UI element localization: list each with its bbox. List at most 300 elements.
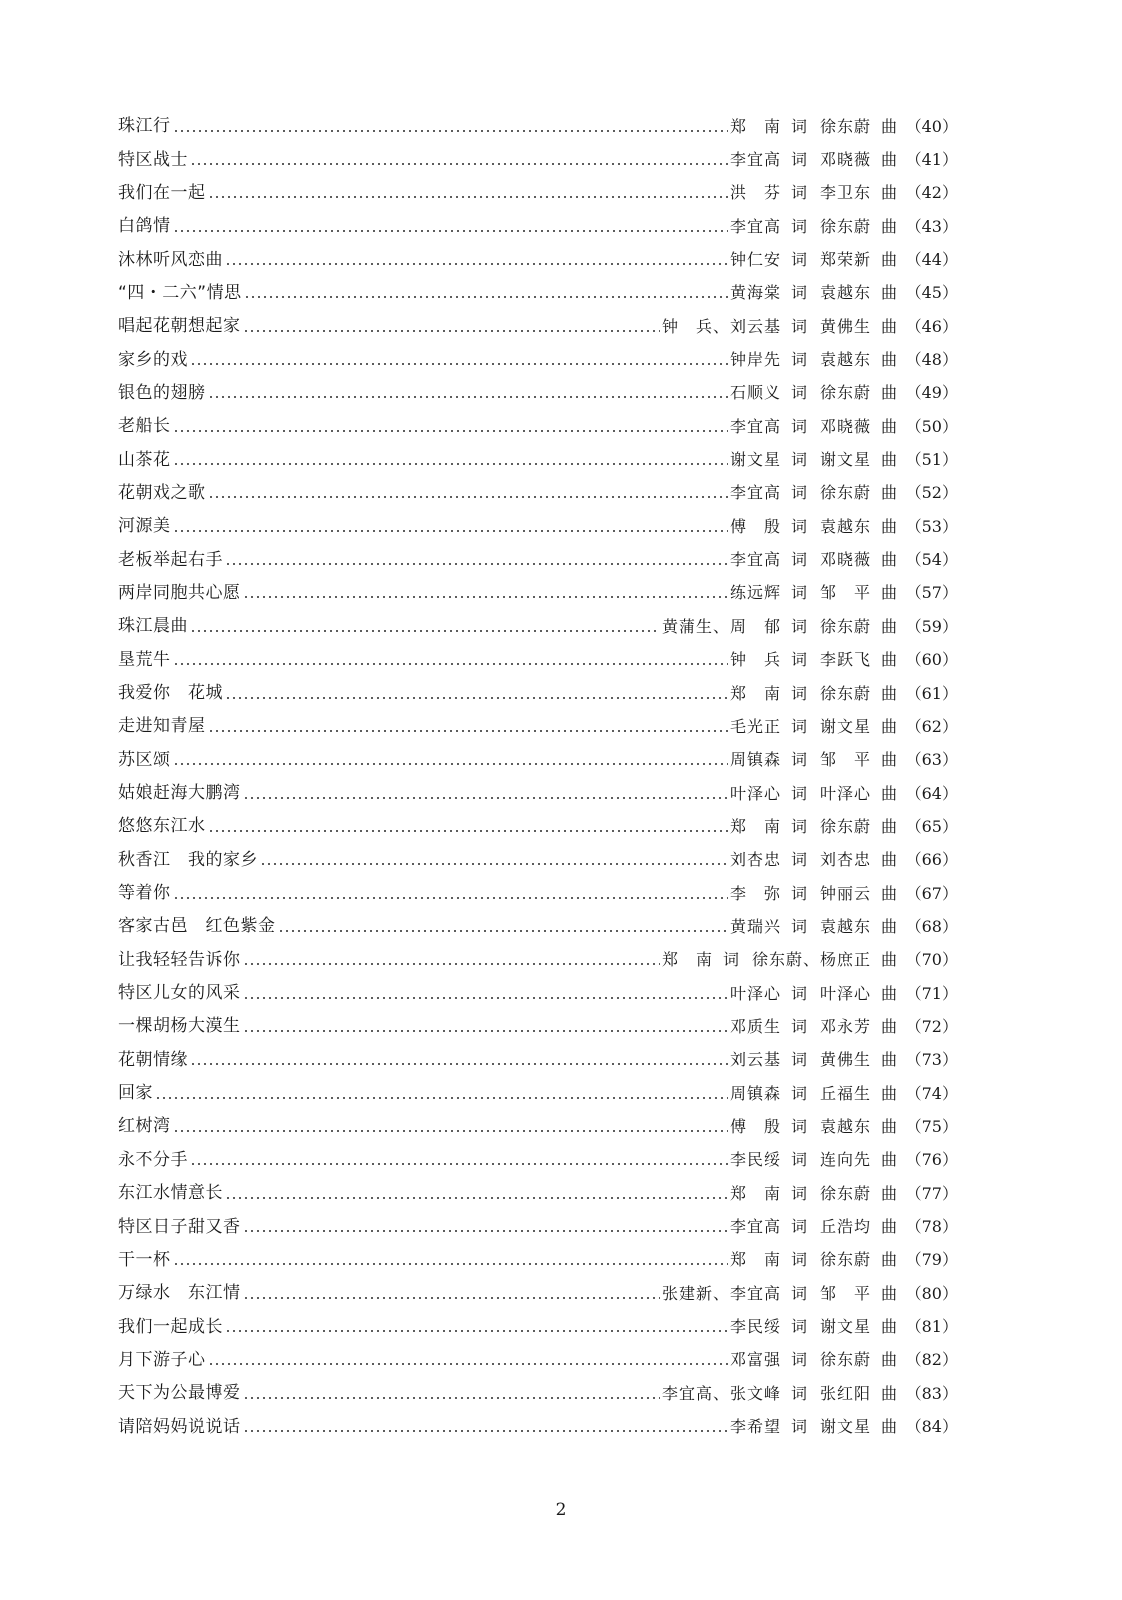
song-title: 我们在一起 — [118, 182, 206, 203]
composer: 钟丽云 — [819, 883, 871, 903]
toc-entry — [118, 1244, 958, 1277]
lyricist: 练远辉 — [729, 583, 781, 603]
lyricist: 李宜高 — [729, 550, 781, 570]
lyrics-label: 词 — [790, 583, 808, 603]
dot-leader — [244, 296, 728, 298]
toc-entry — [118, 777, 958, 810]
composer: 谢文星 — [819, 450, 871, 470]
lyrics-label: 词 — [790, 1283, 808, 1303]
dot-leader — [190, 163, 728, 165]
song-title: 珠江晨曲 — [118, 616, 188, 637]
song-title: 沐林听风恋曲 — [118, 249, 223, 270]
lyricist: 李宜高 — [729, 216, 781, 236]
music-label: 曲 — [880, 1417, 898, 1437]
credits — [730, 152, 958, 168]
page-ref: （73） — [905, 1050, 958, 1070]
dot-leader — [243, 997, 728, 999]
page-ref: （64） — [905, 783, 958, 803]
composer: 谢文星 — [819, 1417, 871, 1437]
composer: 袁越东 — [819, 350, 871, 370]
credits — [730, 252, 958, 268]
toc-entry — [118, 1144, 958, 1177]
page-ref: （79） — [905, 1250, 958, 1270]
music-label: 曲 — [880, 516, 898, 536]
lyricist: 毛光正 — [729, 716, 781, 736]
credits — [730, 1352, 958, 1368]
composer: 张红阳 — [819, 1383, 871, 1403]
music-label: 曲 — [880, 750, 898, 770]
toc-entry — [118, 410, 958, 443]
composer: 丘福生 — [819, 1083, 871, 1103]
music-label: 曲 — [880, 950, 898, 970]
dot-leader — [243, 1030, 728, 1032]
lyrics-label: 词 — [790, 450, 808, 470]
song-title: 银色的翅膀 — [118, 382, 206, 403]
dot-leader — [243, 963, 660, 965]
dot-leader — [278, 930, 728, 932]
song-title: 我们一起成长 — [118, 1316, 223, 1337]
music-label: 曲 — [880, 550, 898, 570]
composer: 叶泽心 — [819, 783, 871, 803]
dot-leader — [173, 130, 728, 132]
composer: 徐东蔚 — [819, 683, 871, 703]
lyricist: 郑 南 — [729, 116, 781, 136]
dot-leader — [243, 1297, 660, 1299]
song-title: 请陪妈妈说说话 — [118, 1416, 241, 1437]
song-title: 天下为公最博爱 — [118, 1383, 241, 1404]
toc-entry — [118, 377, 958, 410]
music-label: 曲 — [880, 716, 898, 736]
song-title: 永不分手 — [118, 1149, 188, 1170]
toc-entry — [118, 310, 958, 343]
lyricist: 郑 南 — [729, 1250, 781, 1270]
credits — [730, 185, 958, 201]
lyricist: 钟 兵、刘云基 — [661, 316, 781, 336]
dot-leader — [260, 863, 728, 865]
lyricist: 李宜高 — [729, 150, 781, 170]
toc-entry — [118, 443, 958, 476]
toc-entry — [118, 110, 958, 143]
lyricist: 叶泽心 — [729, 983, 781, 1003]
lyricist: 李民绥 — [729, 1150, 781, 1170]
page-ref: （61） — [905, 683, 958, 703]
toc-entry — [118, 210, 958, 243]
song-title: 山茶花 — [118, 449, 171, 470]
composer: 刘杏忠 — [819, 850, 871, 870]
toc-entry — [118, 1177, 958, 1210]
lyricist: 刘云基 — [729, 1050, 781, 1070]
song-title: 一棵胡杨大漠生 — [118, 1016, 241, 1037]
lyricist: 洪 芬 — [729, 183, 781, 203]
lyrics-label: 词 — [790, 550, 808, 570]
dot-leader — [243, 1230, 728, 1232]
toc-entry — [118, 977, 958, 1010]
credits — [729, 883, 958, 903]
music-label: 曲 — [880, 816, 898, 836]
credits — [730, 285, 958, 301]
toc-entry — [118, 243, 958, 276]
lyrics-label: 词 — [790, 216, 808, 236]
page-ref: （67） — [905, 883, 958, 903]
lyrics-label: 词 — [790, 616, 808, 636]
toc-entry — [118, 810, 958, 843]
credits — [729, 783, 958, 803]
page-ref: （46） — [905, 316, 958, 336]
composer: 徐东蔚 — [819, 616, 871, 636]
music-label: 曲 — [880, 150, 898, 170]
toc-entry — [118, 343, 958, 376]
credits — [729, 716, 958, 736]
music-label: 曲 — [880, 1350, 898, 1370]
lyrics-label: 词 — [790, 483, 808, 503]
lyricist: 李宜高、张文峰 — [661, 1383, 781, 1403]
dot-leader — [208, 496, 728, 498]
song-title: “四・二六”情思 — [118, 282, 242, 303]
page-ref: （52） — [905, 483, 958, 503]
credits — [730, 352, 958, 368]
song-title: 两岸同胞共心愿 — [118, 582, 241, 603]
credits — [729, 1016, 958, 1036]
toc-entry — [118, 577, 958, 610]
page-ref: （57） — [905, 583, 958, 603]
credits — [730, 1219, 958, 1235]
page-ref: （62） — [905, 716, 958, 736]
song-title: 干一杯 — [118, 1249, 171, 1270]
dot-leader — [190, 630, 660, 632]
lyrics-label: 词 — [722, 950, 740, 970]
credits — [661, 616, 958, 636]
page-ref: （70） — [905, 950, 958, 970]
song-title: 秋香江 我的家乡 — [118, 849, 258, 870]
page-ref: （81） — [905, 1317, 958, 1337]
lyricist: 刘杏忠 — [729, 850, 781, 870]
dot-leader — [173, 230, 728, 232]
lyrics-label: 词 — [790, 750, 808, 770]
music-label: 曲 — [880, 916, 898, 936]
music-label: 曲 — [880, 1317, 898, 1337]
page-ref: （40） — [905, 116, 958, 136]
lyricist: 张建新、李宜高 — [661, 1283, 781, 1303]
toc-entry — [118, 1344, 958, 1377]
song-title: 苏区颂 — [118, 749, 171, 770]
lyricist: 黄蒲生、周 郁 — [661, 616, 781, 636]
composer: 黄佛生 — [819, 316, 871, 336]
lyricist: 傅 殷 — [729, 516, 781, 536]
toc-entry — [118, 944, 958, 977]
dot-leader — [225, 697, 728, 699]
song-title: 回家 — [118, 1083, 153, 1104]
music-label: 曲 — [880, 316, 898, 336]
composer: 邓晓薇 — [819, 550, 871, 570]
credits — [730, 752, 958, 768]
page-ref: （80） — [905, 1283, 958, 1303]
credits — [662, 952, 958, 968]
song-title: 我爱你 花城 — [118, 683, 223, 704]
composer: 徐东蔚 — [819, 1350, 871, 1370]
page-ref: （53） — [905, 516, 958, 536]
page-ref: （65） — [905, 816, 958, 836]
toc-entry — [118, 477, 958, 510]
composer: 徐东蔚 — [819, 483, 871, 503]
song-title: 花朝情缘 — [118, 1049, 188, 1070]
toc-entry — [118, 1010, 958, 1043]
lyrics-label: 词 — [790, 883, 808, 903]
page-ref: （76） — [905, 1150, 958, 1170]
music-label: 曲 — [880, 883, 898, 903]
lyricist: 叶泽心 — [729, 783, 781, 803]
composer: 徐东蔚 — [819, 1183, 871, 1203]
music-label: 曲 — [880, 850, 898, 870]
music-label: 曲 — [880, 116, 898, 136]
lyrics-label: 词 — [790, 1016, 808, 1036]
credits — [730, 652, 958, 668]
credits — [730, 1052, 958, 1068]
lyrics-label: 词 — [790, 650, 808, 670]
music-label: 曲 — [880, 1183, 898, 1203]
music-label: 曲 — [880, 350, 898, 370]
toc-entry — [118, 844, 958, 877]
page-ref: （48） — [905, 350, 958, 370]
lyrics-label: 词 — [790, 850, 808, 870]
credits — [730, 385, 958, 401]
credits — [729, 1183, 958, 1203]
lyrics-label: 词 — [790, 383, 808, 403]
dot-leader — [173, 530, 728, 532]
credits — [661, 1383, 958, 1403]
toc-entry — [118, 510, 958, 543]
song-title: 姑娘赶海大鹏湾 — [118, 783, 241, 804]
lyrics-label: 词 — [790, 283, 808, 303]
song-title: 白鸽情 — [118, 216, 171, 237]
dot-leader — [243, 1397, 660, 1399]
page-ref: （60） — [905, 650, 958, 670]
lyricist: 钟 兵 — [729, 650, 781, 670]
lyrics-label: 词 — [790, 116, 808, 136]
lyrics-label: 词 — [790, 1383, 808, 1403]
song-title: 花朝戏之歌 — [118, 482, 206, 503]
page-ref: （63） — [905, 750, 958, 770]
music-label: 曲 — [880, 1383, 898, 1403]
credits — [730, 585, 958, 601]
music-label: 曲 — [880, 383, 898, 403]
composer: 袁越东 — [819, 283, 871, 303]
lyrics-label: 词 — [790, 1317, 808, 1337]
dot-leader — [225, 263, 728, 265]
music-label: 曲 — [880, 1050, 898, 1070]
lyrics-label: 词 — [790, 1083, 808, 1103]
dot-leader — [173, 430, 728, 432]
music-label: 曲 — [880, 1250, 898, 1270]
composer: 邓晓薇 — [819, 150, 871, 170]
page-ref: （75） — [905, 1116, 958, 1136]
lyrics-label: 词 — [790, 1350, 808, 1370]
composer: 连向先 — [819, 1150, 871, 1170]
toc-entry — [118, 1410, 958, 1443]
page-ref: （78） — [905, 1217, 958, 1237]
music-label: 曲 — [880, 1283, 898, 1303]
song-title: 老板举起右手 — [118, 549, 223, 570]
dot-leader — [208, 196, 728, 198]
lyrics-label: 词 — [790, 916, 808, 936]
music-label: 曲 — [880, 983, 898, 1003]
dot-leader — [225, 563, 728, 565]
page-ref: （43） — [905, 216, 958, 236]
lyricist: 邓质生 — [729, 1016, 781, 1036]
composer: 徐东蔚 — [819, 383, 871, 403]
music-label: 曲 — [880, 683, 898, 703]
dot-leader — [155, 1097, 728, 1099]
toc-entry — [118, 1277, 958, 1310]
dot-leader — [190, 1063, 728, 1065]
page-ref: （41） — [905, 150, 958, 170]
music-label: 曲 — [880, 1083, 898, 1103]
composer: 袁越东 — [819, 516, 871, 536]
credits — [729, 1116, 958, 1136]
song-title: 客家古邑 红色紫金 — [118, 916, 276, 937]
lyrics-label: 词 — [790, 416, 808, 436]
toc-entry — [118, 277, 958, 310]
song-title: 等着你 — [118, 883, 171, 904]
lyricist: 黄海棠 — [729, 283, 781, 303]
music-label: 曲 — [880, 1116, 898, 1136]
composer: 邓晓薇 — [819, 416, 871, 436]
credits — [729, 216, 958, 236]
page-ref: （42） — [905, 183, 958, 203]
song-title: 让我轻轻告诉你 — [118, 949, 241, 970]
dot-leader — [243, 797, 728, 799]
lyricist: 邓富强 — [729, 1350, 781, 1370]
composer: 谢文星 — [819, 1317, 871, 1337]
song-title: 悠悠东江水 — [118, 816, 206, 837]
lyricist: 郑 南 — [729, 1183, 781, 1203]
dot-leader — [225, 1330, 728, 1332]
lyrics-label: 词 — [790, 150, 808, 170]
lyricist: 黄瑞兴 — [729, 916, 781, 936]
credits — [729, 816, 958, 836]
dot-leader — [225, 1197, 728, 1199]
lyrics-label: 词 — [790, 1250, 808, 1270]
lyricist: 周镇森 — [729, 750, 781, 770]
credits — [730, 1319, 958, 1335]
page-ref: （44） — [905, 250, 958, 270]
lyricist: 周镇森 — [729, 1083, 781, 1103]
song-title: 家乡的戏 — [118, 349, 188, 370]
music-label: 曲 — [880, 616, 898, 636]
lyrics-label: 词 — [790, 1217, 808, 1237]
lyricist: 李宜高 — [729, 416, 781, 436]
credits — [730, 1419, 958, 1435]
composer: 徐东蔚 — [819, 816, 871, 836]
lyrics-label: 词 — [790, 1116, 808, 1136]
music-label: 曲 — [880, 283, 898, 303]
credits — [730, 452, 958, 468]
music-label: 曲 — [880, 1217, 898, 1237]
lyrics-label: 词 — [790, 316, 808, 336]
lyricist: 李民绥 — [729, 1317, 781, 1337]
song-title: 特区儿女的风采 — [118, 983, 241, 1004]
lyrics-label: 词 — [790, 250, 808, 270]
lyricist: 李宜高 — [729, 483, 781, 503]
page-ref: （45） — [905, 283, 958, 303]
song-title: 垦荒牛 — [118, 649, 171, 670]
credits — [729, 516, 958, 536]
lyrics-label: 词 — [790, 783, 808, 803]
song-title: 红树湾 — [118, 1116, 171, 1137]
toc-entry — [118, 744, 958, 777]
lyrics-label: 词 — [790, 683, 808, 703]
song-title: 珠江行 — [118, 116, 171, 137]
music-label: 曲 — [880, 250, 898, 270]
composer: 邹 平 — [819, 750, 871, 770]
toc-entry — [118, 910, 958, 943]
dot-leader — [190, 363, 728, 365]
page-ref: （71） — [905, 983, 958, 1003]
toc-entry — [118, 1310, 958, 1343]
composer: 李卫东 — [819, 183, 871, 203]
toc-entry — [118, 1044, 958, 1077]
credits — [729, 1083, 958, 1103]
composer: 邹 平 — [819, 1283, 871, 1303]
dot-leader — [173, 663, 728, 665]
toc-entry — [118, 677, 958, 710]
page-number: 2 — [555, 1500, 567, 1520]
toc-entry — [118, 1077, 958, 1110]
toc-entry — [118, 1377, 958, 1410]
composer: 李跃飞 — [819, 650, 871, 670]
toc-entry — [118, 543, 958, 576]
lyrics-label: 词 — [790, 516, 808, 536]
credits — [730, 852, 958, 868]
credits — [730, 1152, 958, 1168]
composer: 徐东蔚 — [819, 216, 871, 236]
credits — [729, 983, 958, 1003]
composer: 叶泽心 — [819, 983, 871, 1003]
toc-entry — [118, 610, 958, 643]
song-title: 月下游子心 — [118, 1349, 206, 1370]
music-label: 曲 — [880, 416, 898, 436]
toc-entry — [118, 1210, 958, 1243]
table-of-contents — [118, 110, 958, 1444]
page-ref: （49） — [905, 383, 958, 403]
composer: 徐东蔚、杨庶正 — [751, 950, 871, 970]
page-ref: （51） — [905, 450, 958, 470]
lyricist: 李希望 — [729, 1417, 781, 1437]
toc-entry — [118, 1110, 958, 1143]
music-label: 曲 — [880, 1150, 898, 1170]
dot-leader — [173, 1263, 728, 1265]
dot-leader — [190, 1163, 728, 1165]
page-ref: （83） — [905, 1383, 958, 1403]
lyricist: 郑 南 — [729, 683, 781, 703]
dot-leader — [208, 396, 728, 398]
composer: 丘浩均 — [819, 1217, 871, 1237]
dot-leader — [173, 463, 728, 465]
credits — [730, 552, 958, 568]
dot-leader — [173, 763, 728, 765]
lyrics-label: 词 — [790, 816, 808, 836]
page-ref: （82） — [905, 1350, 958, 1370]
credits — [730, 1252, 958, 1268]
page-ref: （74） — [905, 1083, 958, 1103]
lyrics-label: 词 — [790, 1183, 808, 1203]
music-label: 曲 — [880, 583, 898, 603]
composer: 袁越东 — [819, 916, 871, 936]
lyrics-label: 词 — [790, 716, 808, 736]
lyrics-label: 词 — [790, 350, 808, 370]
composer: 邹 平 — [819, 583, 871, 603]
lyricist: 郑 南 — [729, 816, 781, 836]
dot-leader — [243, 596, 728, 598]
